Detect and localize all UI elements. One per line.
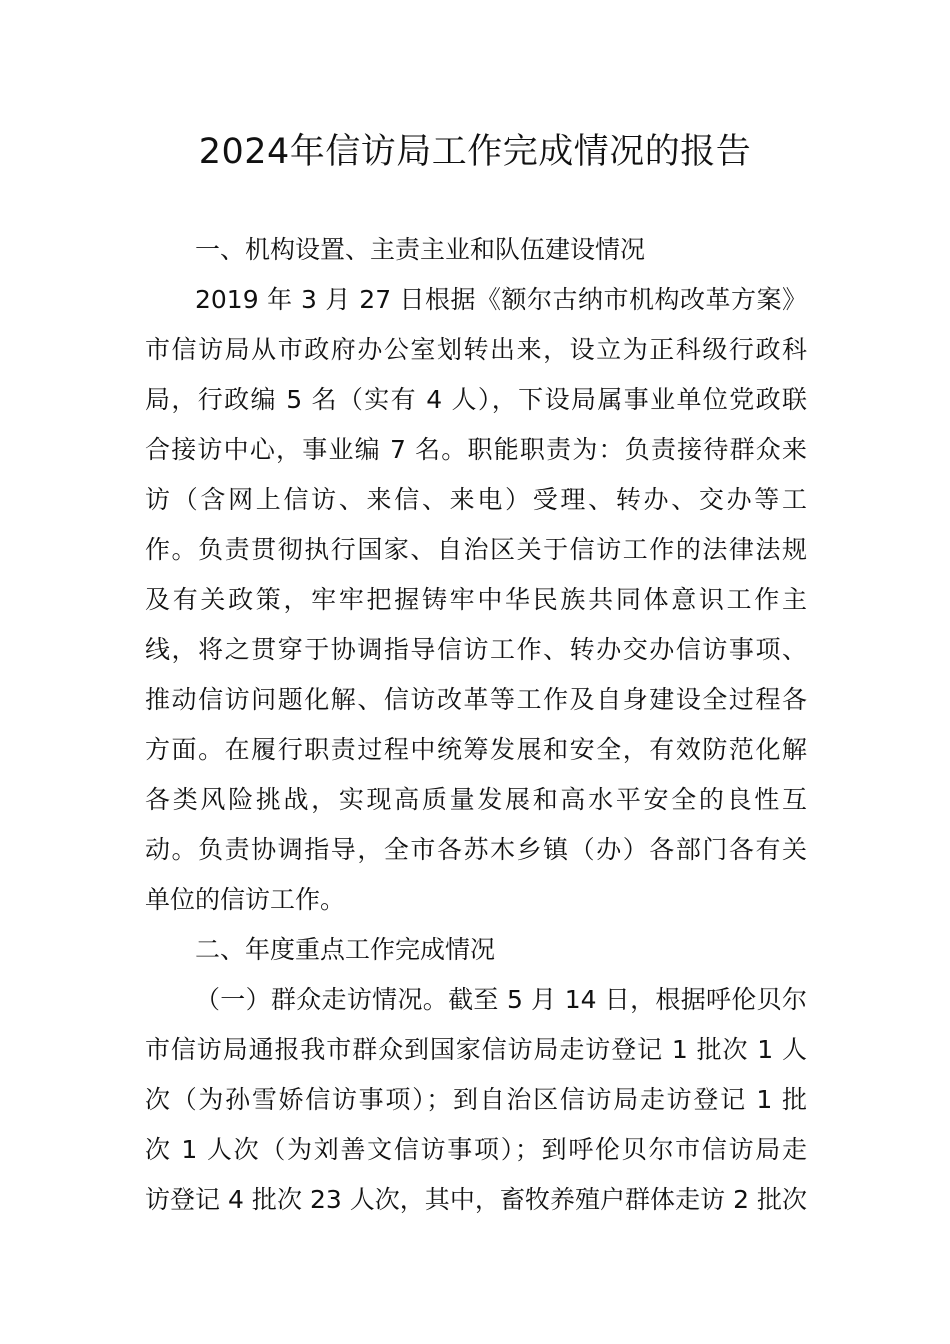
- document-title: 2024年信访局工作完成情况的报告: [198, 132, 752, 172]
- paragraph-line: 动。负责协调指导，全市各苏木乡镇（办）各部门各有关: [145, 835, 807, 864]
- paragraph-line: 市信访局从市政府办公室划转出来，设立为正科级行政科: [145, 335, 807, 364]
- section-heading-1: 一、机构设置、主责主业和队伍建设情况: [195, 235, 646, 264]
- paragraph-line: 线，将之贯穿于协调指导信访工作、转办交办信访事项、: [145, 635, 807, 664]
- section-heading-2: 二、年度重点工作完成情况: [195, 935, 496, 964]
- paragraph-line: 访（含网上信访、来信、来电）受理、转办、交办等工: [145, 485, 807, 514]
- paragraph-line: 2019 年 3 月 27 日根据《额尔古纳市机构改革方案》: [195, 285, 807, 314]
- paragraph-line: 各类风险挑战，实现高质量发展和高水平安全的良性互: [145, 785, 807, 814]
- paragraph-line: 作。负责贯彻执行国家、自治区关于信访工作的法律法规: [145, 535, 807, 564]
- paragraph-line: 单位的信访工作。: [145, 885, 346, 914]
- paragraph-line: （一）群众走访情况。截至 5 月 14 日，根据呼伦贝尔: [195, 985, 807, 1014]
- paragraph-line: 访登记 4 批次 23 人次，其中，畜牧养殖户群体走访 2 批次: [145, 1185, 807, 1214]
- paragraph-line: 次（为孙雪娇信访事项）；到自治区信访局走访登记 1 批: [145, 1085, 807, 1114]
- paragraph-line: 及有关政策，牢牢把握铸牢中华民族共同体意识工作主: [145, 585, 807, 614]
- paragraph-line: 推动信访问题化解、信访改革等工作及自身建设全过程各: [145, 685, 807, 714]
- paragraph-line: 市信访局通报我市群众到国家信访局走访登记 1 批次 1 人: [145, 1035, 807, 1064]
- paragraph-line: 方面。在履行职责过程中统筹发展和安全，有效防范化解: [145, 735, 807, 764]
- paragraph-line: 合接访中心，事业编 7 名。职能职责为：负责接待群众来: [145, 435, 807, 464]
- paragraph-line: 次 1 人次（为刘善文信访事项）；到呼伦贝尔市信访局走: [145, 1135, 807, 1164]
- paragraph-line: 局，行政编 5 名（实有 4 人），下设局属事业单位党政联: [145, 385, 807, 414]
